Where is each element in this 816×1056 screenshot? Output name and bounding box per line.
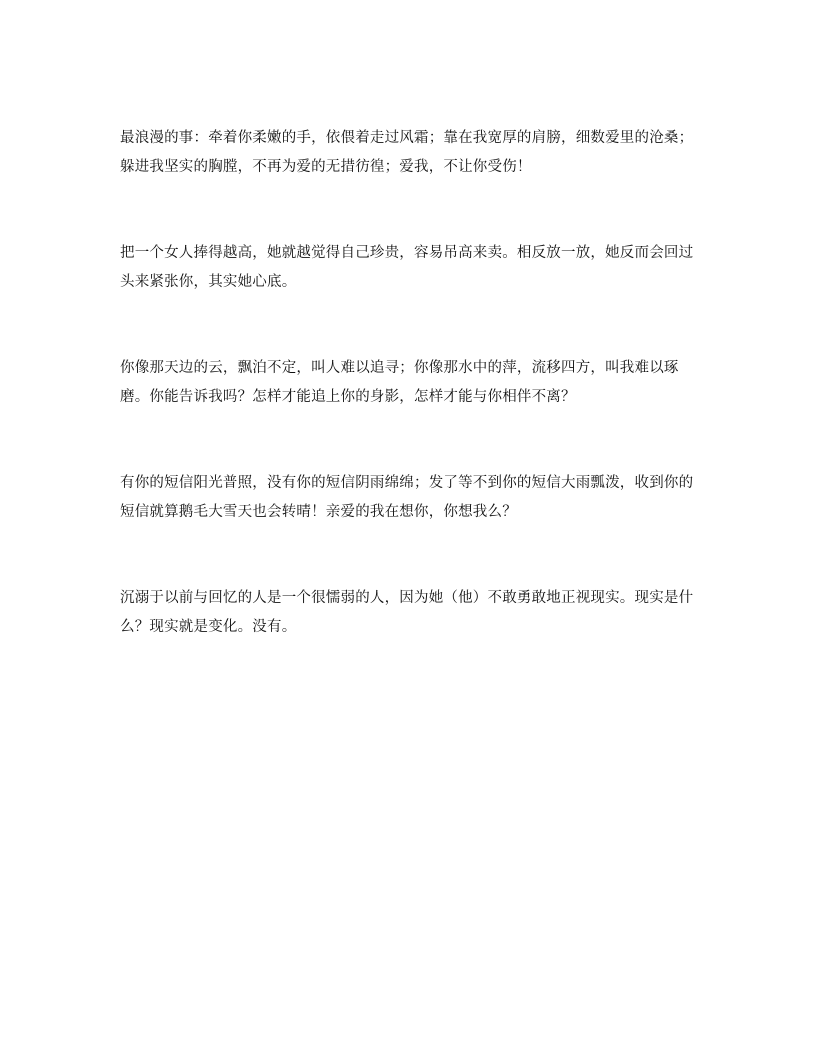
paragraph-1: 最浪漫的事：牵着你柔嫩的手，依偎着走过风霜；靠在我宽厚的肩膀，细数爱里的沧桑；躲进我坚实的胸膛，不再为爱的无措彷徨；爱我，不让你受伤！ bbox=[120, 130, 694, 175]
paragraph-5: 沉溺于以前与回忆的人是一个很懦弱的人，因为她（他）不敢勇敢地正视现实。现实是什么？现实就是变化。没有。 bbox=[120, 590, 694, 635]
paragraph-3: 你像那天边的云，飘泊不定，叫人难以追寻；你像那水中的萍，流移四方，叫我难以琢磨。你能告诉我吗？怎样才能追上你的身影，怎样才能与你相伴不离？ bbox=[120, 360, 679, 405]
document-body bbox=[120, 124, 700, 699]
paragraph-4: 有你的短信阳光普照，没有你的短信阴雨绵绵；发了等不到你的短信大雨瓢泼，收到你的短信就算鹅毛大雪天也会转晴！亲爱的我在想你，你想我么？ bbox=[120, 475, 694, 520]
paragraph-2: 把一个女人捧得越高，她就越觉得自己珍贵，容易吊高来卖。相反放一放，她反而会回过头来紧张你，其实她心底。 bbox=[120, 245, 694, 290]
